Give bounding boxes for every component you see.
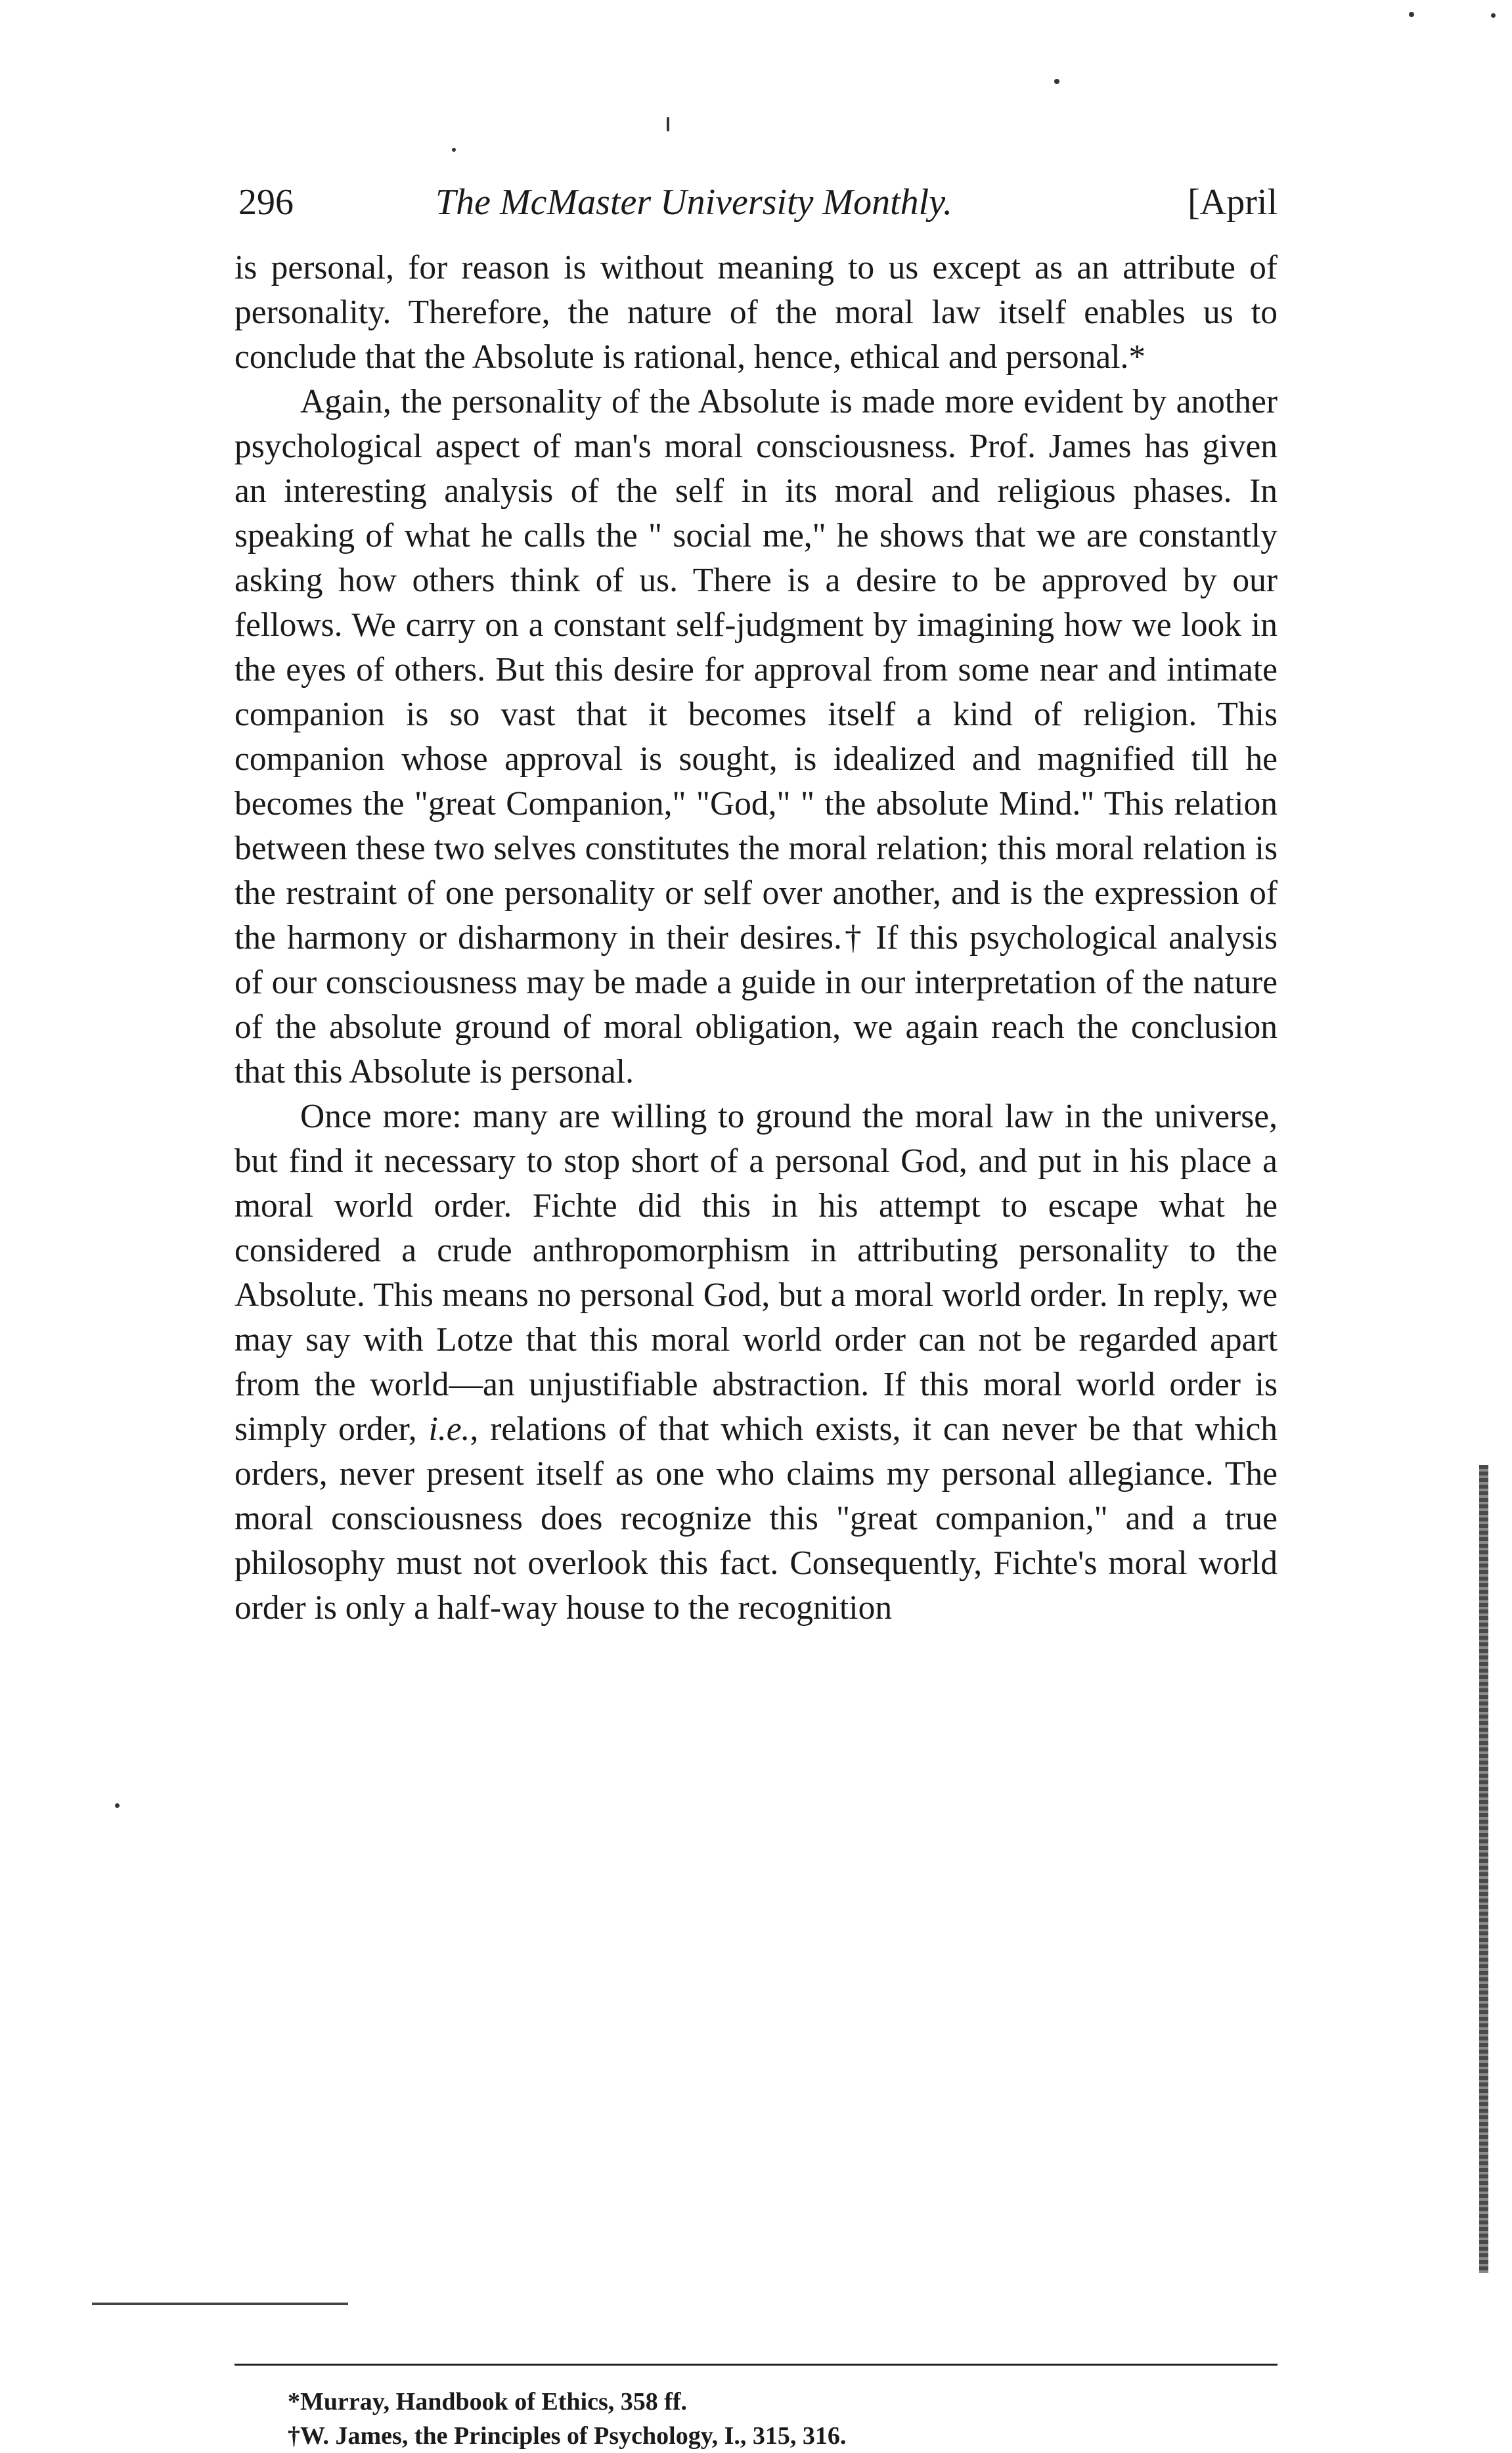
running-title: The McMaster University Monthly. [435,182,952,223]
issue-month: [April [1188,182,1278,223]
paragraph-3-text-after: , relations of that which exists, it can never be that which orders, never present itself as one who claims my personal allegiance. The moral consciousness does recognize this "great companion," and a true philosophy must not overlook this fact. Consequently, Fichte's moral world order is only a half-way house to the recognition [234,1410,1278,1627]
paragraph-2: Again, the personality of the Absolute is made more evident by another psychological aspect of man's moral consciousness. Prof. James has given an interesting analysis of the self in its moral and religious phases. In speaking of what he calls the " social me," he shows that we are constantly asking how others think of us. There is a desire to be approved by our fellows. We carry on a constant self-judgment by imagining how we look in the eyes of others. But this desire for approval from some near and intimate companion is so vast that it becomes itself a kind of religion. This companion whose approval is sought, is idealized and magnified till he becomes the "great Companion," "God," " the absolute Mind." This relation between these two selves constitutes the moral relation; this moral relation is the restraint of one personality or self over another, and is the expression of the harmony or disharmony in their desires.† If this psychological analysis of our consciousness may be made a guide in our interpretation of the nature of the absolute ground of moral obligation, we again reach the conclusion that this Absolute is personal. [234,383,1278,1091]
body-text [234,246,1278,1631]
scan-speck [452,148,456,152]
paragraph-3 [234,1094,1278,1631]
footnote-1: *Murray, Handbook of Ethics, 358 ff. [288,2388,688,2416]
scan-edge-mark [92,2303,348,2305]
page-header [238,176,1278,229]
scan-edge-shadow [1479,1465,1488,2273]
paragraph-3-italic: i.e. [428,1410,470,1448]
scan-speck [115,1803,120,1808]
footnotes [288,2385,1273,2453]
scan-speck [1054,79,1059,84]
scan-speck [1409,12,1414,17]
scan-speck [667,117,669,131]
footnote-2: †W. James, the Principles of Psychology, I., 315, 316. [288,2422,847,2450]
scan-speck [1491,13,1496,18]
footnote-rule [234,2364,1278,2366]
paragraph-1: is personal, for reason is without meaning to us except as an attribute of personality. Therefore, the nature of the moral law itself enables us to conclude that the Absolute is rational, hence, ethical and personal.* [234,249,1278,376]
page-number: 296 [238,182,294,223]
paragraph-3-text-before: Once more: many are willing to ground the moral law in the universe, but find it necessary to stop short of a personal God, and put in his place a moral world order. Fichte did this in his attempt to escape what he considered a crude anthropomorphism in attributing personality to the Absolute. This means no personal God, but a moral world order. In reply, we may say with Lotze that this moral world order can not be regarded apart from the world—an unjustifiable abstraction. If this moral world order is simply order, [234,1098,1278,1448]
